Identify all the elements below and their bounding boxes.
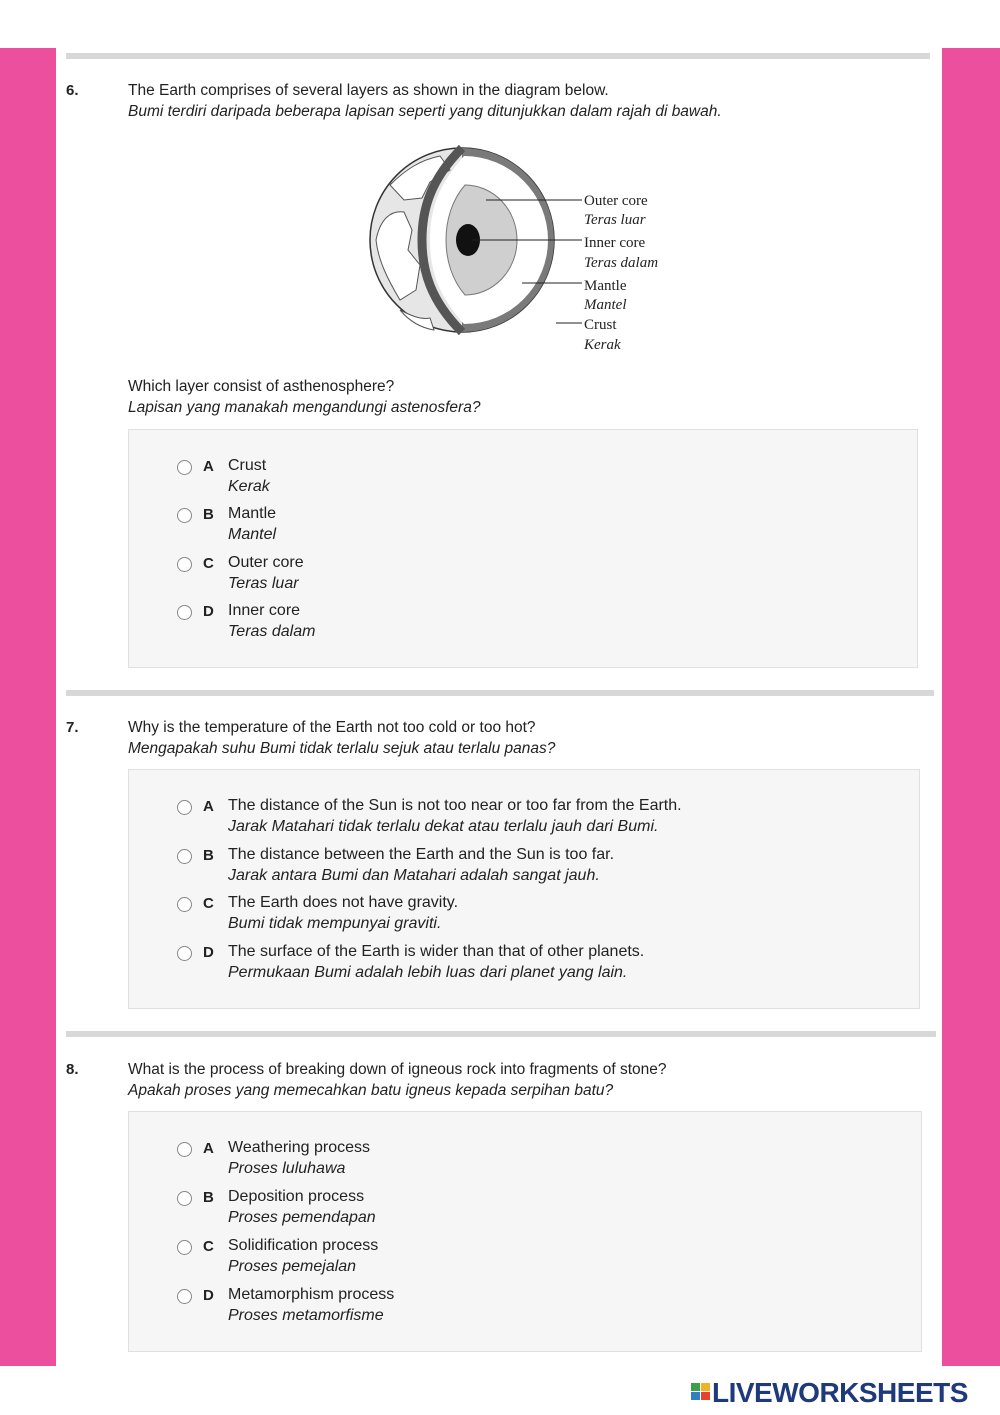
question-number: 6. xyxy=(66,82,79,99)
option-text-my: Mantel xyxy=(228,526,277,543)
option-d[interactable] xyxy=(177,1286,777,1330)
earth-layers-diagram xyxy=(360,140,680,360)
option-text-en: Solidification process xyxy=(228,1237,379,1254)
option-letter: C xyxy=(203,1238,214,1255)
question-prompt xyxy=(128,376,480,418)
radio-button[interactable] xyxy=(177,800,192,815)
question-text xyxy=(128,717,555,759)
left-pink-bar xyxy=(0,48,56,1366)
option-letter: A xyxy=(203,458,214,475)
option-d[interactable] xyxy=(177,602,777,646)
radio-button[interactable] xyxy=(177,1240,192,1255)
option-text-en: Mantle xyxy=(228,505,277,522)
radio-button[interactable] xyxy=(177,460,192,475)
option-letter: D xyxy=(203,1287,214,1304)
question-text-en: What is the process of breaking down of igneous rock into fragments of stone? xyxy=(128,1061,667,1078)
option-c[interactable] xyxy=(177,1237,777,1281)
option-letter: D xyxy=(203,603,214,620)
right-pink-bar xyxy=(942,48,1000,1366)
option-d[interactable] xyxy=(177,943,877,987)
options-box xyxy=(128,1111,922,1352)
option-text-en: The distance of the Sun is not too near or too far from the Earth. xyxy=(228,797,682,814)
option-letter: B xyxy=(203,1189,214,1206)
option-text-en: Inner core xyxy=(228,602,301,619)
question-prompt-en: Which layer consist of asthenosphere? xyxy=(128,378,395,395)
option-text-en: The surface of the Earth is wider than that of other planets. xyxy=(228,943,645,960)
label-mantle: Mantle xyxy=(584,278,627,294)
option-letter: D xyxy=(203,944,214,961)
radio-button[interactable] xyxy=(177,849,192,864)
label-crust-my: Kerak xyxy=(584,337,621,353)
radio-button[interactable] xyxy=(177,946,192,961)
option-letter: C xyxy=(203,895,214,912)
option-text-my: Proses pemendapan xyxy=(228,1209,376,1226)
question-text xyxy=(128,80,722,122)
label-mantle-my: Mantel xyxy=(584,297,627,313)
option-text-en: The distance between the Earth and the Sun is too far. xyxy=(228,846,615,863)
question-text-en: Why is the temperature of the Earth not too cold or too hot? xyxy=(128,719,536,736)
option-text-my: Teras luar xyxy=(228,575,299,592)
option-text-en: Metamorphism process xyxy=(228,1286,395,1303)
radio-button[interactable] xyxy=(177,1191,192,1206)
option-letter: A xyxy=(203,1140,214,1157)
question-text xyxy=(128,1059,667,1101)
option-text-my: Proses metamorfisme xyxy=(228,1307,384,1324)
option-text-my: Proses pemejalan xyxy=(228,1258,357,1275)
option-c[interactable] xyxy=(177,894,877,938)
radio-button[interactable] xyxy=(177,897,192,912)
option-text-my: Jarak Matahari tidak terlalu dekat atau terlalu jauh dari Bumi. xyxy=(228,818,659,835)
option-text-my: Proses luluhawa xyxy=(228,1160,346,1177)
option-b[interactable] xyxy=(177,1188,777,1232)
option-letter: B xyxy=(203,506,214,523)
divider xyxy=(66,690,934,696)
option-text-my: Permukaan Bumi adalah lebih luas dari planet yang lain. xyxy=(228,964,628,981)
option-b[interactable] xyxy=(177,505,777,549)
question-number: 8. xyxy=(66,1061,79,1078)
option-a[interactable] xyxy=(177,1139,777,1183)
radio-button[interactable] xyxy=(177,508,192,523)
option-text-en: Crust xyxy=(228,457,267,474)
top-divider xyxy=(66,53,930,59)
label-crust: Crust xyxy=(584,317,617,333)
divider xyxy=(66,1031,936,1037)
option-text-en: The Earth does not have gravity. xyxy=(228,894,459,911)
question-text-my: Mengapakah suhu Bumi tidak terlalu sejuk atau terlalu panas? xyxy=(128,740,556,757)
options-box xyxy=(128,769,920,1009)
option-text-my: Bumi tidak mempunyai graviti. xyxy=(228,915,442,932)
radio-button[interactable] xyxy=(177,1289,192,1304)
question-text-my: Bumi terdiri daripada beberapa lapisan seperti yang ditunjukkan dalam rajah di bawah. xyxy=(128,103,722,120)
option-text-my: Kerak xyxy=(228,478,270,495)
label-inner-core-my: Teras dalam xyxy=(584,255,659,271)
radio-button[interactable] xyxy=(177,557,192,572)
question-prompt-my: Lapisan yang manakah mengandungi astenosfera? xyxy=(128,399,481,416)
option-text-en: Outer core xyxy=(228,554,304,571)
option-text-my: Jarak antara Bumi dan Matahari adalah sangat jauh. xyxy=(228,867,600,884)
logo-mark-icon xyxy=(690,1381,712,1403)
question-number: 7. xyxy=(66,719,79,736)
option-text-en: Weathering process xyxy=(228,1139,370,1156)
option-letter: A xyxy=(203,798,214,815)
brand-name: LIVEWORKSHEETS xyxy=(712,1377,968,1408)
option-letter: C xyxy=(203,555,214,572)
option-text-my: Teras dalam xyxy=(228,623,316,640)
option-b[interactable] xyxy=(177,846,877,890)
question-text-en: The Earth comprises of several layers as shown in the diagram below. xyxy=(128,82,609,99)
label-outer-core: Outer core xyxy=(584,193,648,209)
radio-button[interactable] xyxy=(177,1142,192,1157)
label-outer-core-my: Teras luar xyxy=(584,212,646,228)
option-a[interactable] xyxy=(177,797,877,841)
option-letter: B xyxy=(203,847,214,864)
option-text-en: Deposition process xyxy=(228,1188,365,1205)
question-text-my: Apakah proses yang memecahkan batu igneus kepada serpihan batu? xyxy=(128,1082,614,1099)
option-a[interactable] xyxy=(177,457,777,501)
option-c[interactable] xyxy=(177,554,777,598)
options-box xyxy=(128,429,918,668)
radio-button[interactable] xyxy=(177,605,192,620)
label-inner-core: Inner core xyxy=(584,235,646,251)
